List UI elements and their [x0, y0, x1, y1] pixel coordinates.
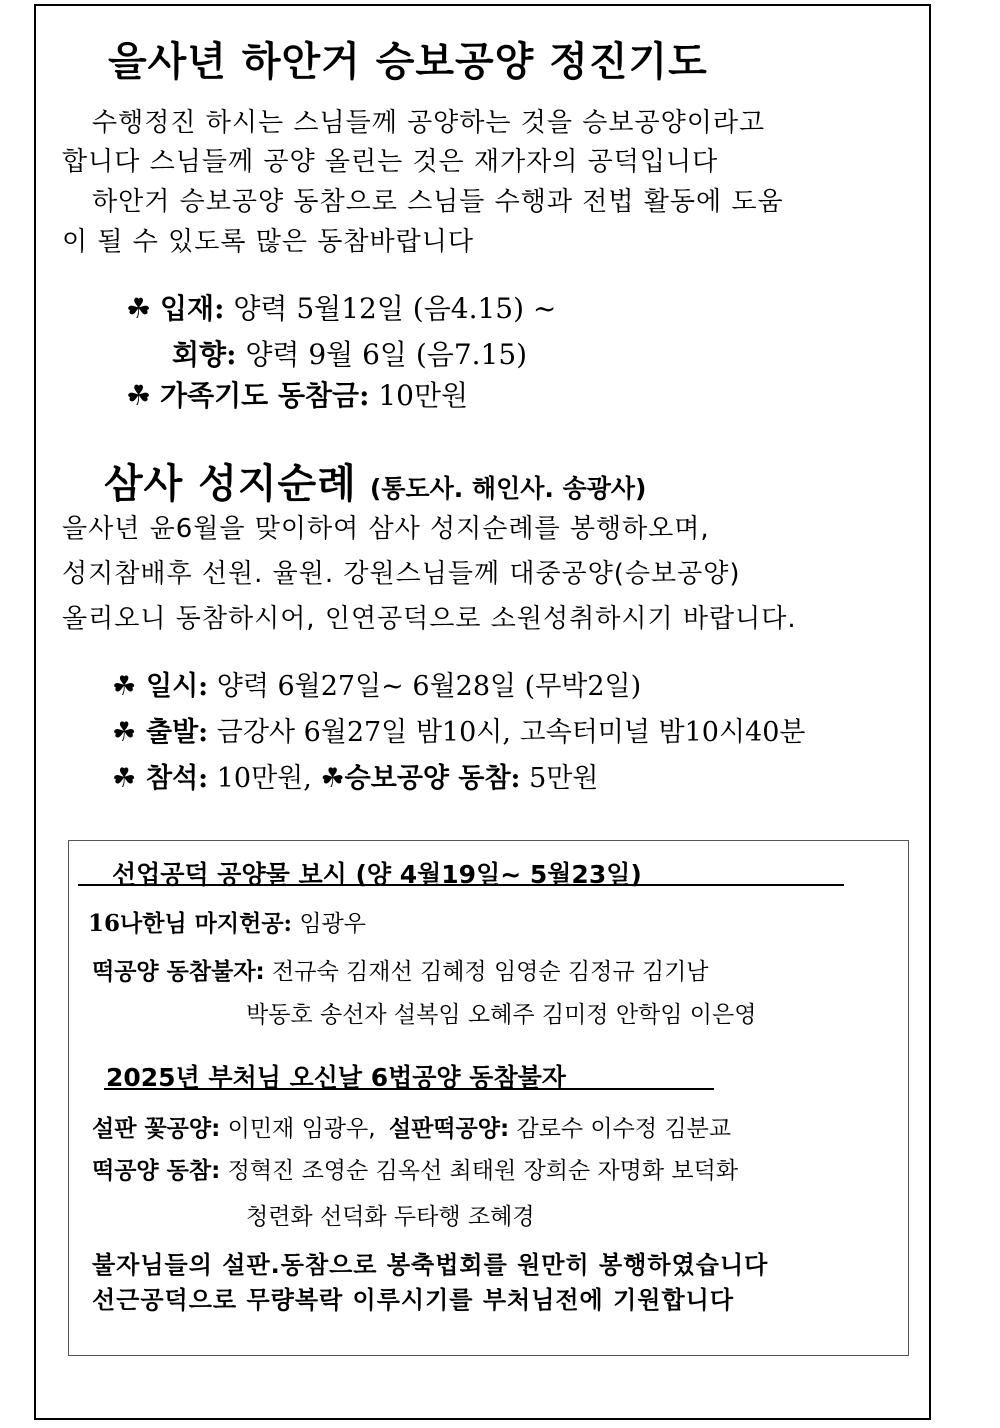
departure-value: 금강사 6월27일 밤10시, 고속터미널 밤10시40분	[216, 717, 806, 748]
clover-bullet-icon: ☘	[126, 379, 152, 412]
ricecake-row	[92, 953, 709, 986]
join-label: 떡공양 동참:	[92, 1158, 221, 1184]
pilgrimage-paragraph-line-3: 올리오니 동참하시어, 인연공덕으로 소원성취하시기 바랍니다.	[62, 604, 797, 634]
prayer-paragraph-line-2: 합니다 스님들께 공양 올린는 것은 재가자의 공덕입니다	[62, 147, 719, 177]
fee-label: 가족기도 동참금:	[160, 379, 370, 412]
flower-names: 이민재 임광우,	[227, 1116, 376, 1142]
offering-value: 5만원	[529, 763, 599, 794]
ricecake-names-1: 전규숙 김재선 김혜정 임영순 김정규 김기남	[272, 959, 709, 985]
pilgrimage-paragraph-line-2: 성지참배후 선원. 율원. 강원스님들께 대중공양(승보공양)	[62, 559, 741, 589]
prayer-end-row	[172, 333, 527, 373]
pilgrimage-subtitle: (통도사. 해인사. 송광사)	[369, 474, 647, 503]
flower-label: 설판 꽃공양:	[92, 1116, 221, 1142]
cake-names: 감로수 이수정 김분교	[516, 1116, 732, 1142]
closing-line-1: 불자님들의 설판.동참으로 봉축법회를 원만히 봉행하였습니다	[92, 1251, 769, 1279]
fee-value: 10만원	[378, 379, 469, 412]
pilgrimage-date-row	[112, 664, 641, 703]
prayer-paragraph-line-3: 하안거 승보공양 동참으로 스님들 수행과 전법 활동에 도움	[92, 187, 784, 217]
ricecake-label: 떡공양 동참불자:	[92, 959, 265, 985]
clover-bullet-icon: ☘	[126, 292, 152, 325]
prayer-fee-row	[126, 374, 468, 414]
arhat-offering-row	[88, 905, 366, 938]
attend-value: 10만원,	[216, 763, 312, 794]
join-names-2: 청련화 선덕화 두타행 조혜경	[246, 1204, 535, 1230]
clover-bullet-icon: ☘	[320, 763, 345, 794]
ricecake-names-2: 박동호 송선자 설복임 오혜주 김미정 안학임 이은영	[246, 1002, 757, 1028]
merit-title-underline	[78, 884, 844, 886]
attend-label: 참석:	[146, 763, 209, 794]
flower-offering-row	[92, 1110, 731, 1143]
departure-label: 출발:	[146, 717, 209, 748]
prayer-start-row	[126, 287, 556, 327]
clover-bullet-icon: ☘	[112, 763, 137, 794]
pilgrimage-paragraph-line-1: 을사년 윤6월을 맞이하여 삼사 성지순례를 봉행하오며,	[62, 514, 710, 544]
pilgrimage-heading	[104, 452, 646, 509]
clover-bullet-icon: ☘	[112, 717, 137, 748]
buddha-title-underline	[104, 1088, 714, 1090]
start-label: 입재:	[160, 292, 225, 325]
start-value: 양력 5월12일 (음4.15) ~	[233, 292, 557, 325]
merit-box-title: 선업공덕 공양물 보시 (양 4월19일~ 5월23일)	[112, 860, 642, 889]
buddha-birthday-title: 2025년 부처님 오신날 6법공양 동참불자	[106, 1063, 566, 1092]
pilgrimage-departure-row	[112, 710, 805, 749]
join-names-1: 정혁진 조영순 김옥선 최태원 장희순 자명화 보덕화	[227, 1158, 739, 1184]
join-offering-row	[92, 1152, 738, 1185]
pilgrimage-fee-row	[112, 756, 598, 795]
prayer-paragraph-line-1: 수행정진 하시는 스님들께 공양하는 것을 승보공양이라고	[92, 108, 766, 138]
cake-label: 설판떡공양:	[388, 1116, 510, 1142]
end-value: 양력 9월 6일 (음7.15)	[245, 338, 528, 371]
date-label: 일시:	[146, 671, 209, 702]
arhat-names: 임광우	[299, 911, 366, 937]
arhat-label: 16나한님 마지헌공:	[88, 910, 293, 937]
offering-label: 승보공양 동참:	[344, 763, 521, 794]
closing-line-2: 선근공덕으로 무량복락 이루시기를 부처님전에 기원합니다	[92, 1286, 735, 1314]
date-value: 양력 6월27일~ 6월28일 (무박2일)	[216, 671, 642, 702]
end-label: 회향:	[172, 338, 237, 371]
clover-bullet-icon: ☘	[112, 671, 137, 702]
prayer-title: 을사년 하안거 승보공양 정진기도	[108, 39, 708, 85]
pilgrimage-title: 삼사 성지순례	[104, 461, 357, 507]
prayer-paragraph-line-4: 이 될 수 있도록 많은 동참바랍니다	[62, 227, 474, 257]
